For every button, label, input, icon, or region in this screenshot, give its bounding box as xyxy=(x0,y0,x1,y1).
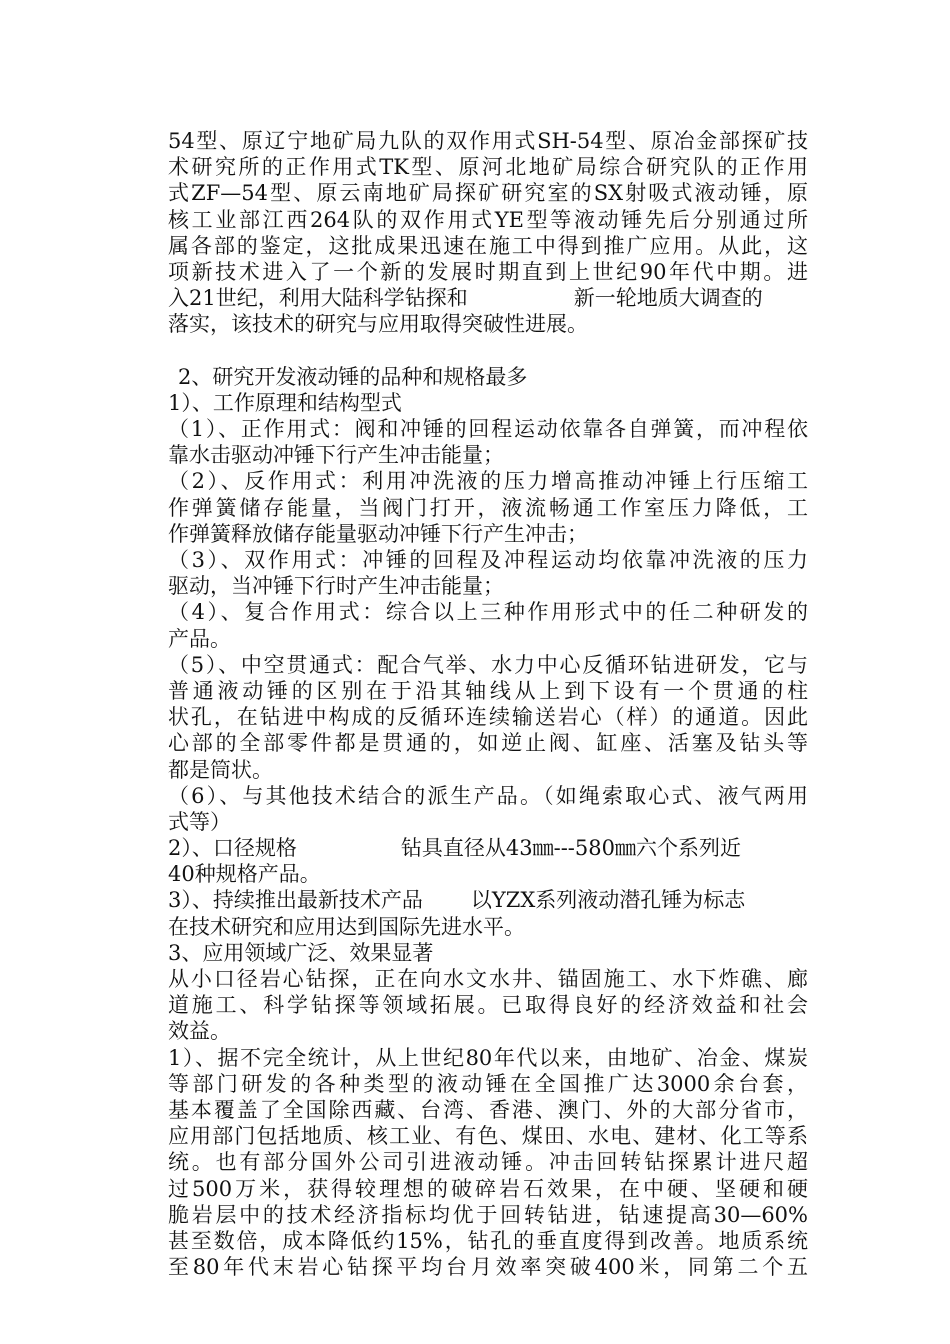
text-line: （1）、正作用式：阀和冲锤的回程运动依靠各自弹簧，而冲程依 xyxy=(168,417,808,442)
text-line-with-gap xyxy=(168,887,808,913)
text-line: 核工业部江西264队的双作用式YE型等液动锤先后分别通过所 xyxy=(168,207,808,232)
text-line: 作弹簧储存能量，当阀门打开，液流畅通工作室压力降低，工 xyxy=(168,495,808,520)
text-line: （3）、双作用式：冲锤的回程及冲程运动均依靠冲洗液的压力 xyxy=(168,548,808,572)
text-line: 基本覆盖了全国除西藏、台湾、香港、澳门、外的大部分省市， xyxy=(168,1097,808,1122)
text-line: 都是筒状。 xyxy=(168,757,273,782)
paragraph-spacer xyxy=(168,338,808,364)
subsection-heading: 1）、工作原理和结构型式 xyxy=(168,390,402,415)
text-line: 产品。 xyxy=(168,626,231,651)
text-line: 甚至数倍，成本降低约15%，钻孔的垂直度得到改善。地质系统 xyxy=(168,1228,808,1253)
text-line: 1）、据不完全统计，从上世纪80年代以来，由地矿、冶金、煤炭 xyxy=(168,1045,808,1070)
text-line: 从小口径岩心钻探，正在向水文水井、锚固施工、水下炸礁、廊 xyxy=(168,967,808,991)
text-line: （4）、复合作用式：综合以上三种作用形式中的任二种研发的 xyxy=(168,600,808,625)
text-segment: 3）、持续推出最新技术产品 xyxy=(168,888,423,913)
text-line: 作弹簧释放储存能量驱动冲锤下行产生冲击； xyxy=(168,521,588,546)
text-segment: 新一轮地质大调查的 xyxy=(573,286,763,311)
text-line: 应用部门包括地质、核工业、有色、煤田、水电、建材、化工等系 xyxy=(168,1124,808,1149)
text-line: 靠水击驱动冲锤下行产生冲击能量； xyxy=(168,443,504,468)
text-segment: 以YZX系列液动潜孔锤为标志 xyxy=(470,888,746,913)
text-segment: 入21世纪，利用大陆科学钻探和 xyxy=(168,286,468,311)
text-segment: 钻具直径从43㎜---580㎜六个系列近 xyxy=(400,836,741,861)
text-line: 属各部的鉴定，这批成果迅速在施工中得到推广应用。从此，这 xyxy=(168,233,808,258)
text-line: （6）、与其他技术结合的派生产品。（如绳索取心式、液气两用 xyxy=(168,783,808,808)
text-line: 等部门研发的各种类型的液动锤在全国推广达3000余台套， xyxy=(168,1071,808,1096)
text-line: 效益。 xyxy=(168,1019,231,1044)
text-line: 状孔，在钻进中构成的反循环连续输送岩心（样）的通道。因此 xyxy=(168,705,808,730)
text-line: 至80年代末岩心钻探平均台月效率突破400米，同第二个五 xyxy=(168,1255,808,1280)
text-line: （5）、中空贯通式：配合气举、水力中心反循环钻进研发，它与 xyxy=(168,652,808,677)
text-line: 术研究所的正作用式TK型、原河北地矿局综合研究队的正作用 xyxy=(168,155,808,180)
text-line-with-gap xyxy=(168,835,808,861)
text-line: 普通液动锤的区别在于沿其轴线从上到下设有一个贯通的柱 xyxy=(168,678,808,703)
text-line: （2）、反作用式：利用冲洗液的压力增高推动冲锤上行压缩工 xyxy=(168,469,808,494)
text-line: 落实，该技术的研究与应用取得突破性进展。 xyxy=(168,312,588,337)
text-line: 道施工、科学钻探等领域拓展。已取得良好的经济效益和社会 xyxy=(168,993,808,1018)
section-heading: 3、应用领域广泛、效果显著 xyxy=(168,940,434,965)
text-line: 式等） xyxy=(168,809,231,834)
text-line: 在技术研究和应用达到国际先进水平。 xyxy=(168,914,525,939)
text-line: 脆岩层中的技术经济指标均优于回转钻进，钻速提高30—60% xyxy=(168,1202,808,1227)
text-line: 项新技术进入了一个新的发展时期直到上世纪90年代中期。进 xyxy=(168,259,808,284)
text-segment: 2）、口径规格 xyxy=(168,836,297,861)
text-line-with-gap xyxy=(168,285,808,311)
text-line: 54型、原辽宁地矿局九队的双作用式SH-54型、原冶金部探矿技 xyxy=(168,129,808,153)
text-line: 过500万米，获得较理想的破碎岩石效果，在中硬、坚硬和硬 xyxy=(168,1176,808,1201)
text-line: 心部的全部零件都是贯通的，如逆止阀、缸座、活塞及钻头等 xyxy=(168,731,808,756)
document-body xyxy=(168,128,808,1280)
text-line: 式ZF—54型、原云南地矿局探矿研究室的SX射吸式液动锤，原 xyxy=(168,181,808,206)
text-line: 驱动，当冲锤下行时产生冲击能量； xyxy=(168,574,504,599)
text-line: 40种规格产品。 xyxy=(168,862,321,887)
text-line: 统。也有部分国外公司引进液动锤。冲击回转钻探累计进尺超 xyxy=(168,1150,808,1175)
section-heading: 2、研究开发液动锤的品种和规格最多 xyxy=(178,364,528,389)
